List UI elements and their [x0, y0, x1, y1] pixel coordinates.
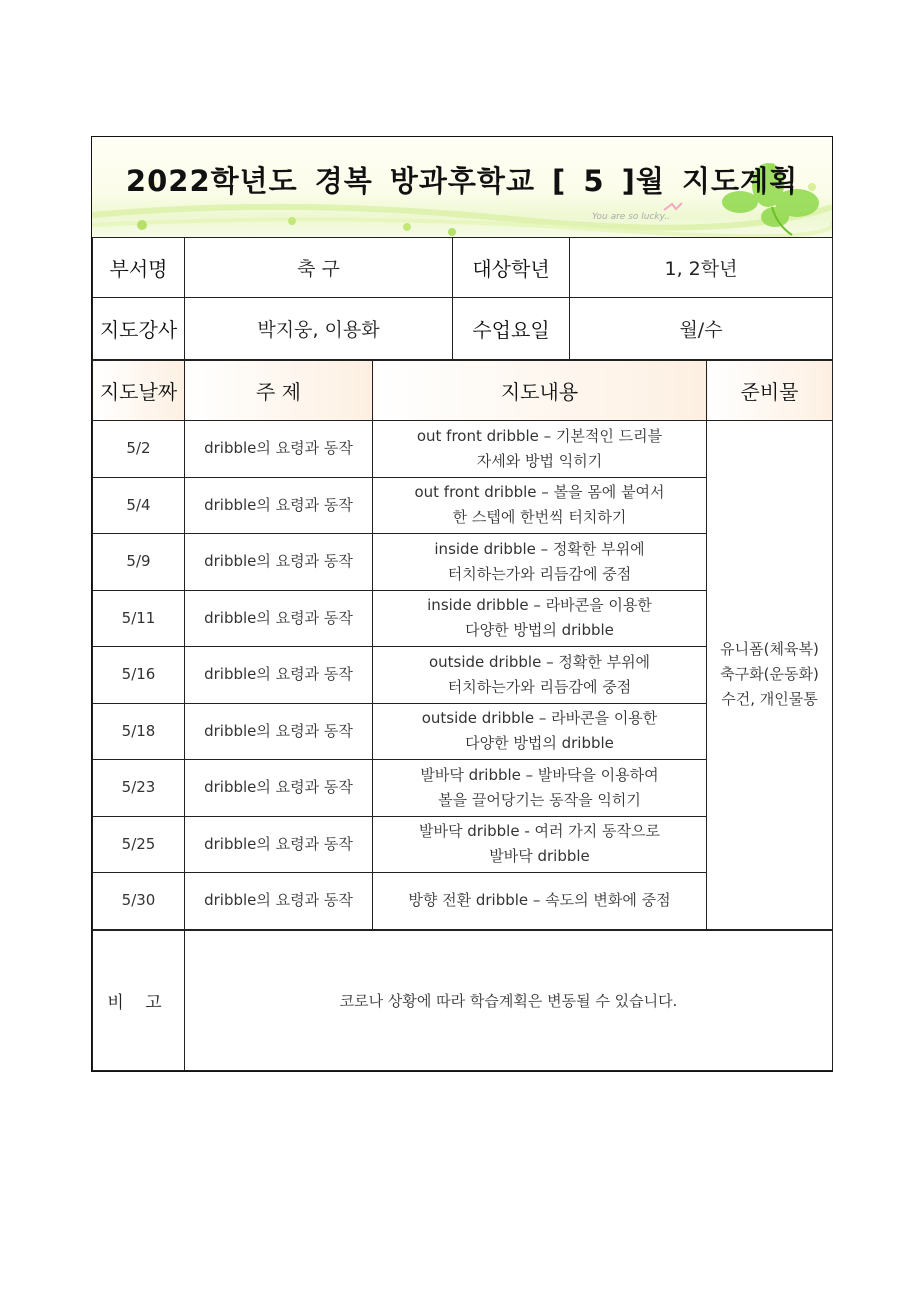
row-topic: dribble의 요령과 동작 [185, 421, 373, 478]
schedule-header-row [93, 361, 833, 421]
row-content [373, 421, 707, 478]
header-topic: 주 제 [185, 361, 373, 421]
grade-label: 대상학년 [453, 238, 570, 298]
days-value: 월/수 [570, 298, 833, 360]
row-content [373, 534, 707, 591]
material-item: 유니폼(체육복) [720, 640, 819, 659]
header-materials: 준비물 [707, 361, 833, 421]
row-topic: dribble의 요령과 동작 [185, 760, 373, 817]
row-content [373, 873, 707, 930]
content-line-1: 방향 전환 dribble – 속도의 변화에 중점 [408, 891, 671, 910]
content-line-2: 한 스텝에 한번씩 터치하기 [452, 508, 627, 527]
remark-label: 비 고 [93, 930, 185, 1070]
row-topic: dribble의 요령과 동작 [185, 590, 373, 647]
row-date: 5/2 [93, 421, 185, 478]
content-line-2: 터치하는가와 리듬감에 중점 [447, 564, 632, 583]
content-line-1: outside dribble – 정확한 부위에 [428, 652, 651, 671]
row-date: 5/18 [93, 703, 185, 760]
row-content [373, 816, 707, 873]
row-content [373, 477, 707, 534]
content-line-2: 다양한 방법의 dribble [465, 734, 614, 753]
header-content: 지도내용 [373, 361, 707, 421]
page-title: 2022학년도 경복 방과후학교 [ 5 ]월 지도계획 [125, 164, 799, 198]
table-row [93, 421, 833, 478]
row-topic: dribble의 요령과 동작 [185, 816, 373, 873]
content-line-2: 다양한 방법의 dribble [465, 621, 614, 640]
instructor-label: 지도강사 [93, 298, 185, 360]
grade-value: 1, 2학년 [570, 238, 833, 298]
content-line-1: inside dribble – 정확한 부위에 [434, 539, 645, 558]
content-line-2: 터치하는가와 리듬감에 중점 [447, 677, 632, 696]
lesson-plan-document [91, 136, 833, 1072]
title-banner [92, 137, 832, 237]
row-topic: dribble의 요령과 동작 [185, 703, 373, 760]
row-date: 5/25 [93, 816, 185, 873]
row-date: 5/23 [93, 760, 185, 817]
header-date: 지도날짜 [93, 361, 185, 421]
row-content [373, 703, 707, 760]
row-content [373, 590, 707, 647]
row-content [373, 647, 707, 704]
row-date: 5/16 [93, 647, 185, 704]
row-date: 5/9 [93, 534, 185, 591]
row-content [373, 760, 707, 817]
schedule-table [92, 360, 833, 930]
dept-label: 부서명 [93, 238, 185, 298]
content-line-2: 볼을 끌어당기는 동작을 익히기 [438, 790, 641, 809]
content-line-2: 자세와 방법 익히기 [476, 451, 603, 470]
svg-text:You are so lucky..: You are so lucky.. [592, 212, 670, 222]
row-date: 5/4 [93, 477, 185, 534]
material-item: 축구화(운동화) [720, 665, 819, 684]
row-topic: dribble의 요령과 동작 [185, 873, 373, 930]
content-line-2: 발바닥 dribble [489, 847, 590, 866]
info-table [92, 237, 833, 360]
content-line-1: 발바닥 dribble - 여러 가지 동작으로 [419, 822, 660, 841]
row-date: 5/30 [93, 873, 185, 930]
row-topic: dribble의 요령과 동작 [185, 647, 373, 704]
content-line-1: outside dribble – 라바콘을 이용한 [421, 709, 658, 728]
days-label: 수업요일 [453, 298, 570, 360]
content-line-1: inside dribble – 라바콘을 이용한 [427, 596, 652, 615]
row-topic: dribble의 요령과 동작 [185, 534, 373, 591]
remark-table [92, 930, 833, 1071]
remark-value: 코로나 상황에 따라 학습계획은 변동될 수 있습니다. [185, 930, 833, 1070]
instructor-value: 박지웅, 이용화 [185, 298, 453, 360]
row-date: 5/11 [93, 590, 185, 647]
material-item: 수건, 개인물통 [721, 690, 818, 709]
content-line-1: out front dribble – 기본적인 드리블 [416, 426, 663, 445]
content-line-1: out front dribble – 볼을 몸에 붙여서 [414, 483, 665, 502]
row-topic: dribble의 요령과 동작 [185, 477, 373, 534]
content-line-1: 발바닥 dribble – 발바닥을 이용하여 [420, 765, 659, 784]
dept-value: 축 구 [185, 238, 453, 298]
materials-cell [707, 421, 833, 930]
